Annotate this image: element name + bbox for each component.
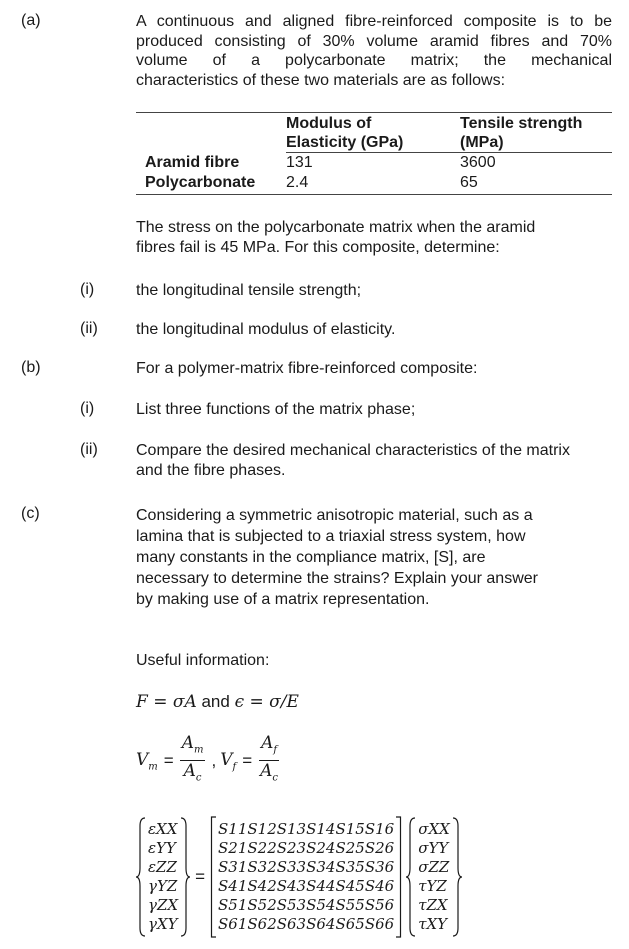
matrix-row: S31S32S33S34S35S36 bbox=[218, 858, 395, 876]
item-a-ii-label: (ii) bbox=[80, 320, 98, 337]
strain-entry: εZZ bbox=[148, 858, 177, 876]
table-cell-strength: 3600 bbox=[460, 154, 496, 171]
part-a-intro bbox=[136, 12, 612, 90]
right-brace-icon bbox=[180, 816, 190, 938]
compliance-matrix bbox=[218, 820, 394, 934]
equation-force-strain bbox=[136, 692, 299, 712]
strain-vector bbox=[148, 820, 178, 934]
part-a-label: (a) bbox=[21, 12, 41, 29]
intro-line: produced consisting of 30% volume aramid fibres and 70% bbox=[136, 32, 612, 50]
table-cell-strength: 65 bbox=[460, 174, 478, 191]
table-cell-modulus: 2.4 bbox=[286, 174, 309, 191]
strain-entry: γYZ bbox=[148, 877, 178, 895]
right-brace-icon bbox=[452, 816, 462, 938]
table-cell-material: Polycarbonate bbox=[145, 174, 256, 191]
left-bracket-icon bbox=[210, 816, 217, 938]
stress-entry: τZX bbox=[418, 896, 448, 914]
table-header-row bbox=[136, 114, 612, 153]
item-b-i-text: List three functions of the matrix phase; bbox=[136, 401, 416, 418]
item-a-ii-text: the longitudinal modulus of elasticity. bbox=[136, 321, 396, 338]
left-brace-icon bbox=[406, 816, 416, 938]
left-brace-icon bbox=[136, 816, 146, 938]
matrix-row: S21S22S23S24S25S26 bbox=[218, 839, 395, 857]
item-b-ii-text: Compare the desired mechanical characteristics of the matrix and the fibre phases. bbox=[136, 442, 570, 479]
materials-table-wrap bbox=[136, 114, 612, 193]
intro-line: volume of a polycarbonate matrix; the mechanical bbox=[136, 52, 612, 69]
eq-and: and bbox=[201, 692, 230, 711]
equals-sign: = bbox=[195, 867, 206, 886]
stress-entry: σXX bbox=[418, 820, 450, 838]
item-a-i-label: (i) bbox=[80, 281, 95, 298]
strain-entry: εYY bbox=[148, 839, 176, 857]
stress-entry: τXY bbox=[418, 915, 448, 933]
part-b-label: (b) bbox=[21, 359, 41, 376]
part-b-intro: For a polymer-matrix fibre-reinforced composite: bbox=[136, 360, 478, 377]
eq-strain: ϵ = σ/E bbox=[234, 692, 299, 712]
intro-line: characteristics of these two materials are as follows: bbox=[136, 71, 506, 89]
matrix-row: S41S42S43S44S45S46 bbox=[218, 877, 395, 895]
matrix-row: S51S52S53S54S55S56 bbox=[218, 896, 395, 914]
table-cell-modulus: 131 bbox=[286, 154, 313, 171]
frac-am-ac: $\frac{A_m}{A_c}$ bbox=[181, 733, 204, 784]
strain-entry: εXX bbox=[148, 820, 178, 838]
part-c-label: (c) bbox=[21, 505, 40, 522]
stress-entry: τYZ bbox=[418, 877, 447, 895]
table-bottom-rule bbox=[136, 194, 612, 195]
eq-vm: $V_m$ bbox=[136, 749, 158, 773]
strain-entry: γXY bbox=[148, 915, 178, 933]
item-a-i-text: the longitudinal tensile strength; bbox=[136, 282, 362, 299]
stress-text: The stress on the polycarbonate matrix when the aramid fibres fail is 45 MPa. For this composite, determine: bbox=[136, 219, 536, 256]
table-header-material bbox=[136, 114, 286, 153]
table-row bbox=[136, 153, 612, 174]
materials-table bbox=[136, 114, 612, 193]
strain-entry: γZX bbox=[148, 896, 179, 914]
compliance-equation bbox=[136, 816, 462, 938]
stress-entry: σYY bbox=[418, 839, 449, 857]
right-bracket-icon bbox=[395, 816, 402, 938]
intro-line: A continuous and aligned fibre-reinforced composite is to be bbox=[136, 13, 612, 30]
eq-force: F = σA bbox=[136, 692, 197, 712]
table-row bbox=[136, 173, 612, 193]
table-header-modulus: Modulus of Elasticity (GPa) bbox=[286, 114, 460, 153]
part-c-text: Considering a symmetric anisotropic material, such as a lamina that is subjected to a triaxial stress system, how many constants in the compliance matrix, [S], are necessary to determine the strains? Explain your answer by making use of a matrix representation. bbox=[136, 507, 538, 608]
useful-heading: Useful information: bbox=[136, 652, 270, 669]
frac-af-ac: $\frac{A_f}{A_c}$ bbox=[260, 733, 279, 784]
item-b-i-label: (i) bbox=[80, 400, 95, 417]
stress-vector bbox=[418, 820, 450, 934]
eq-vf: $V_f$ bbox=[220, 749, 237, 773]
table-header-strength: Tensile strength (MPa) bbox=[460, 114, 612, 153]
matrix-row: S61S62S63S64S65S66 bbox=[218, 915, 395, 933]
table-top-rule bbox=[136, 112, 612, 113]
table-cell-material: Aramid fibre bbox=[145, 153, 240, 171]
item-b-ii-label: (ii) bbox=[80, 441, 98, 458]
stress-entry: σZZ bbox=[418, 858, 450, 876]
matrix-row: S11S12S13S14S15S16 bbox=[218, 820, 395, 838]
equation-volume-fractions: $V_m$ = $\frac{A_m}{A_c}$ , $V_f$ = $\frac{A_f}{A_c}$ bbox=[136, 734, 280, 788]
